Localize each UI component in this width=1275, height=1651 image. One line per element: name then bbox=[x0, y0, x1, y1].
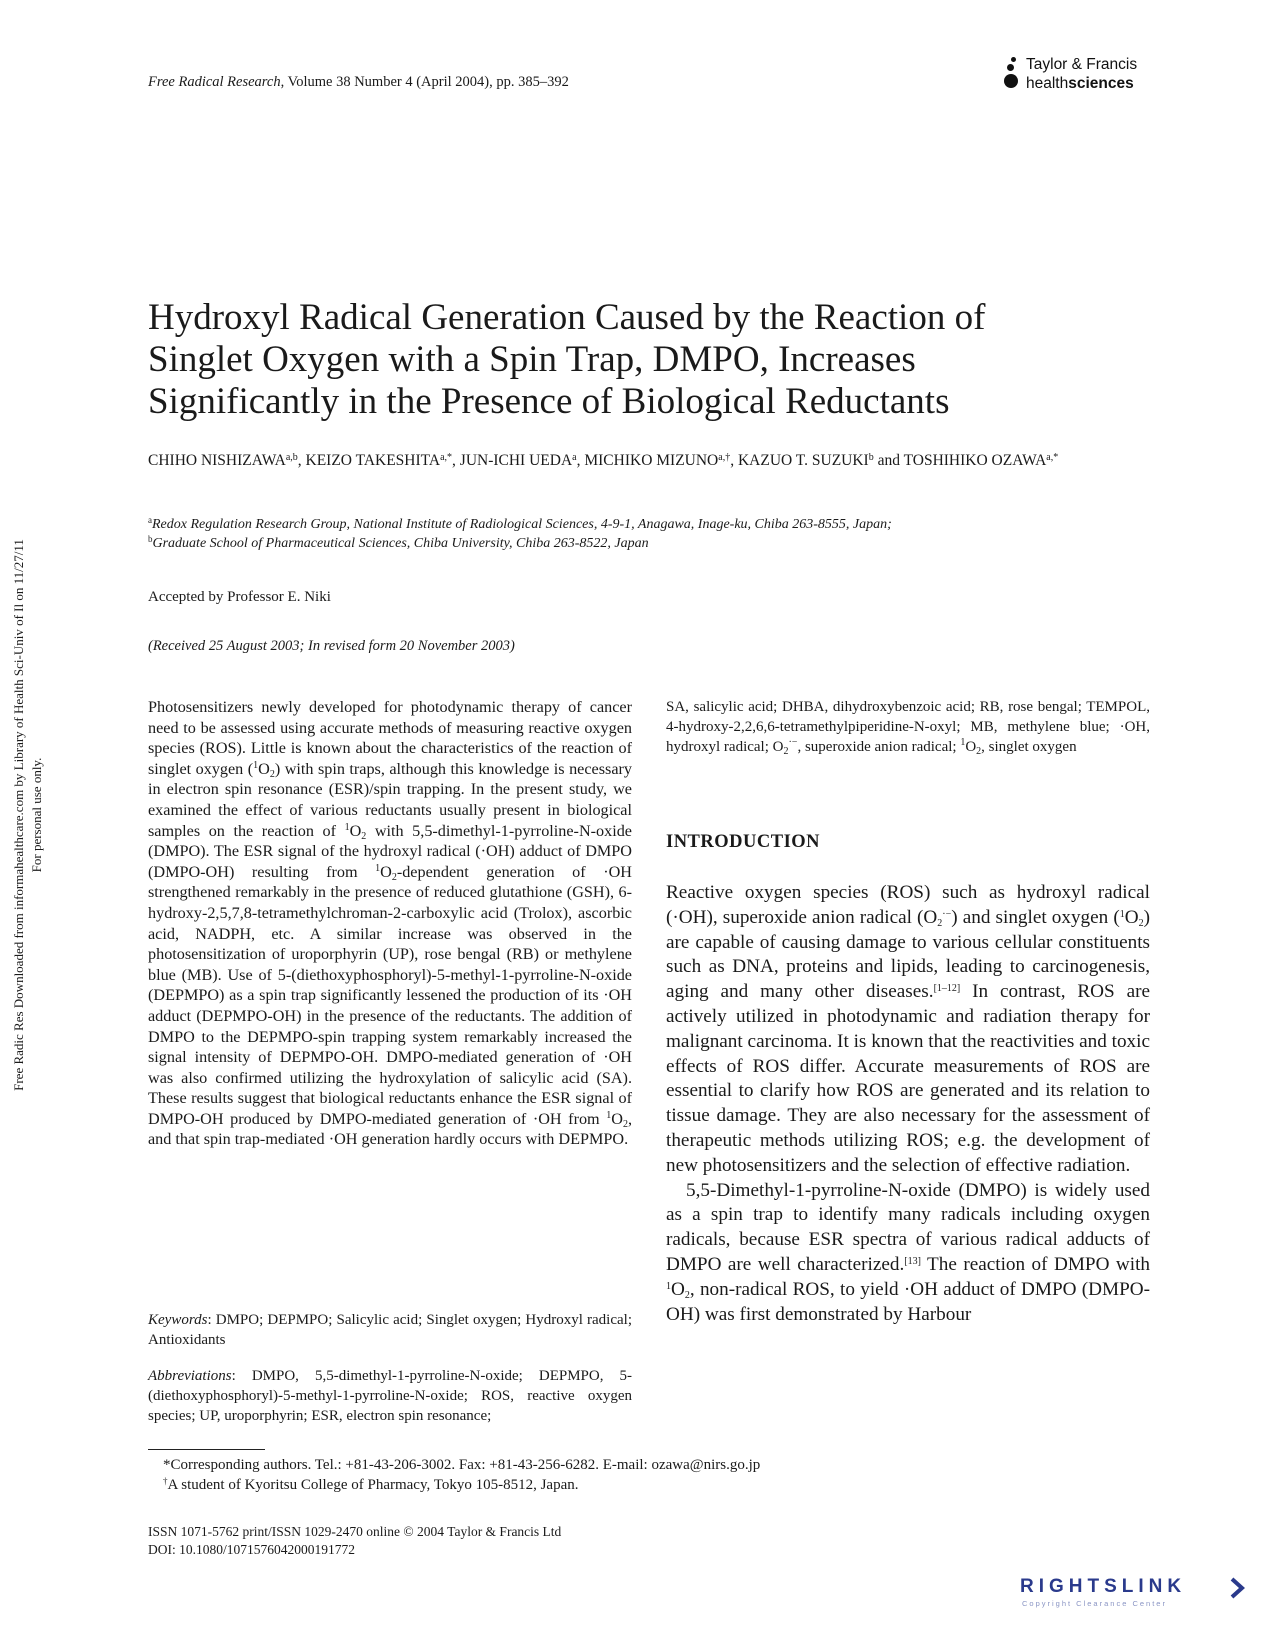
title-line-2: Singlet Oxygen with a Spin Trap, DMPO, Increases bbox=[148, 339, 916, 380]
rightslink-logo[interactable] bbox=[1020, 1576, 1250, 1616]
title-line-1: Hydroxyl Radical Generation Caused by the Reaction of bbox=[148, 297, 986, 338]
journal-details: , Volume 38 Number 4 (April 2004), pp. 385–392 bbox=[280, 74, 569, 90]
affiliation-a: $^a$Redox Regulation Research Group, National Institute of Radiological Sciences, 4-9-1, Anagawa, Inage-ku, Chiba 263-8555, Japan; bbox=[148, 515, 892, 532]
issn-line: ISSN 1071-5762 print/ISSN 1029-2470 online © 2004 Taylor & Francis Ltd bbox=[148, 1524, 562, 1539]
sidenote-line2: For personal use only. bbox=[29, 757, 44, 873]
footnote-corresponding: *Corresponding authors. Tel.: +81-43-206-3002. Fax: +81-43-256-6282. E-mail: ozawa@nirs.go.jp bbox=[163, 1457, 761, 1473]
citation-13[interactable]: [13] bbox=[904, 1255, 921, 1267]
introduction-body bbox=[666, 881, 1150, 1327]
publisher-logo bbox=[1004, 56, 1154, 96]
received-dates: (Received 25 August 2003; In revised form 20 November 2003) bbox=[148, 638, 515, 654]
affiliations bbox=[148, 515, 1158, 553]
publisher-imprint: healthsciences bbox=[1026, 75, 1134, 92]
footnote-student: †A student of Kyoritsu College of Pharmacy, Tokyo 105-8512, Japan. bbox=[163, 1476, 579, 1493]
abstract: Photosensitizers newly developed for photodynamic therapy of cancer need to be assessed using accurate methods of measuring reactive oxygen species (ROS). Little is known about the characteristics of the reaction of singlet oxygen $(^1O_2)$ with spin traps, although this knowledge is necessary in electron spin resonance (ESR)/spin trapping. In the present study, we examined the effect of various reductants usually present in biological samples on the reaction of $^1O_2$ with 5,5-dimethyl-1-pyrroline-N-oxide (DMPO). The ESR signal of the hydroxyl radical (·OH) adduct of DMPO (DMPO-OH) resulting from $^1O_2$-dependent generation of ·OH strengthened remarkably in the presence of reduced glutathione (GSH), 6-hydroxy-2,5,7,8-tetramethylchroman-2-carboxylic acid (Trolox), ascorbic acid, NADPH, etc. A similar increase was observed in the photosensitization of uroporphyrin (UP), rose bengal (RB) or methylene blue (MB). Use of 5-(diethoxyphosphoryl)-5-methyl-1-pyrroline-N-oxide (DEPMPO) as a spin trap significantly lessened the production of its ·OH adduct (DEPMPO-OH) in the presence of the reductants. The addition of DMPO to the DEPMPO-spin trapping system remarkably increased the signal intensity of DEPMPO-OH. DMPO-mediated generation of ·OH was also confirmed utilizing the hydroxylation of salicylic acid (SA). These results suggest that biological reductants enhance the ESR signal of DMPO-OH produced by DMPO-mediated generation of ·OH from $^1O_2$, and that spin trap-mediated ·OH generation hardly occurs with DEPMPO. bbox=[148, 698, 632, 1149]
author-list: CHIHO NISHIZAWA$^{a,b}$, KEIZO $TAKESHITA^{a,*}$, JUN-ICHI UEDA$^a$, MICHIKO $MIZUNO^{a,\dagger}$, KAZUO T. SUZUKI$^b$ and TOSHIHIKO $OZAWA^{a,*}$ bbox=[148, 452, 1059, 469]
intro-paragraph-2: 5,5-Dimethyl-1-pyrroline-N-oxide (DMPO) is widely used as a spin trap to identify many radicals including oxygen radicals, because ESR spectra of various radical adducts of DMPO are well characterized.[13] The reaction of DMPO with $^1O_2$, non-radical ROS, to yield ·OH adduct of DMPO (DMPO-OH) was first demonstrated by Harbour bbox=[666, 1179, 1150, 1325]
accepted-by: Accepted by Professor E. Niki bbox=[148, 589, 331, 605]
rightslink-text: RIGHTSLINK bbox=[1020, 1576, 1187, 1597]
intro-paragraph-1: Reactive oxygen species (ROS) such as hydroxyl radical (·OH), superoxide anion radical $(O_2^{\cdot-})$ and singlet oxygen $(^1O_2)$ are capable of causing damage to various cellular constituents such as DNA, proteins and lipids, leading to carcinogenesis, aging and many other diseases.[1–12] In contrast, ROS are actively utilized in photodynamic and radiation therapy for malignant carcinoma. It is known that the reactivities and toxic effects of ROS differ. Accurate measurements of ROS are essential to clarify how ROS are generated and its relation to tissue damage. They are also necessary for the assessment of therapeutic methods utilizing ROS; e.g. the development of new photosensitizers and the selection of effective radiation. bbox=[666, 882, 1150, 1176]
publisher-dots-icon bbox=[1004, 56, 1022, 96]
journal-name: Free Radical Research bbox=[148, 74, 281, 90]
publisher-name: Taylor & Francis bbox=[1026, 56, 1138, 73]
sidenote-line1: Free Radic Res Downloaded from informahealthcare.com by Library of Health Sci-Univ of Il on 11/27/11 bbox=[11, 539, 26, 1091]
abbreviations-left: Abbreviations: DMPO, 5,5-dimethyl-1-pyrroline-N-oxide; DEPMPO, 5-(diethoxyphosphoryl)-5-methyl-1-pyrroline-N-oxide; ROS, reactive oxygen species; UP, uroporphyrin; ESR, electron spin resonance; bbox=[148, 1368, 632, 1424]
footnote-rule bbox=[148, 1449, 265, 1450]
keywords: Keywords: DMPO; DEPMPO; Salicylic acid; Singlet oxygen; Hydroxyl radical; Antioxidants bbox=[148, 1312, 632, 1348]
doi-line[interactable]: DOI: 10.1080/1071576042000191772 bbox=[148, 1542, 355, 1557]
affiliation-b: $^b$Graduate School of Pharmaceutical Sciences, Chiba University, Chiba 263-8522, Japan bbox=[148, 534, 649, 551]
rightslink-arrow-icon bbox=[1226, 1576, 1250, 1600]
title-line-3: Significantly in the Presence of Biological Reductants bbox=[148, 381, 950, 422]
introduction-heading: INTRODUCTION bbox=[666, 832, 821, 852]
download-sidenote bbox=[0, 0, 70, 1651]
rightslink-subtext: Copyright Clearance Center bbox=[1022, 1599, 1167, 1608]
abbreviations-right: SA, salicylic acid; DHBA, dihydroxybenzoic acid; RB, rose bengal; TEMPOL, 4-hydroxy-2,2,6,6-tetramethylpiperidine-N-oxyl; MB, methylene blue; ·OH, hydroxyl radical; $O_2^{\cdot-}$, superoxide anion radical; $^1O_2$, singlet oxygen bbox=[666, 699, 1150, 757]
journal-citation bbox=[148, 74, 569, 91]
article-title bbox=[148, 297, 1148, 423]
citation-1-12[interactable]: [1–12] bbox=[933, 983, 961, 995]
